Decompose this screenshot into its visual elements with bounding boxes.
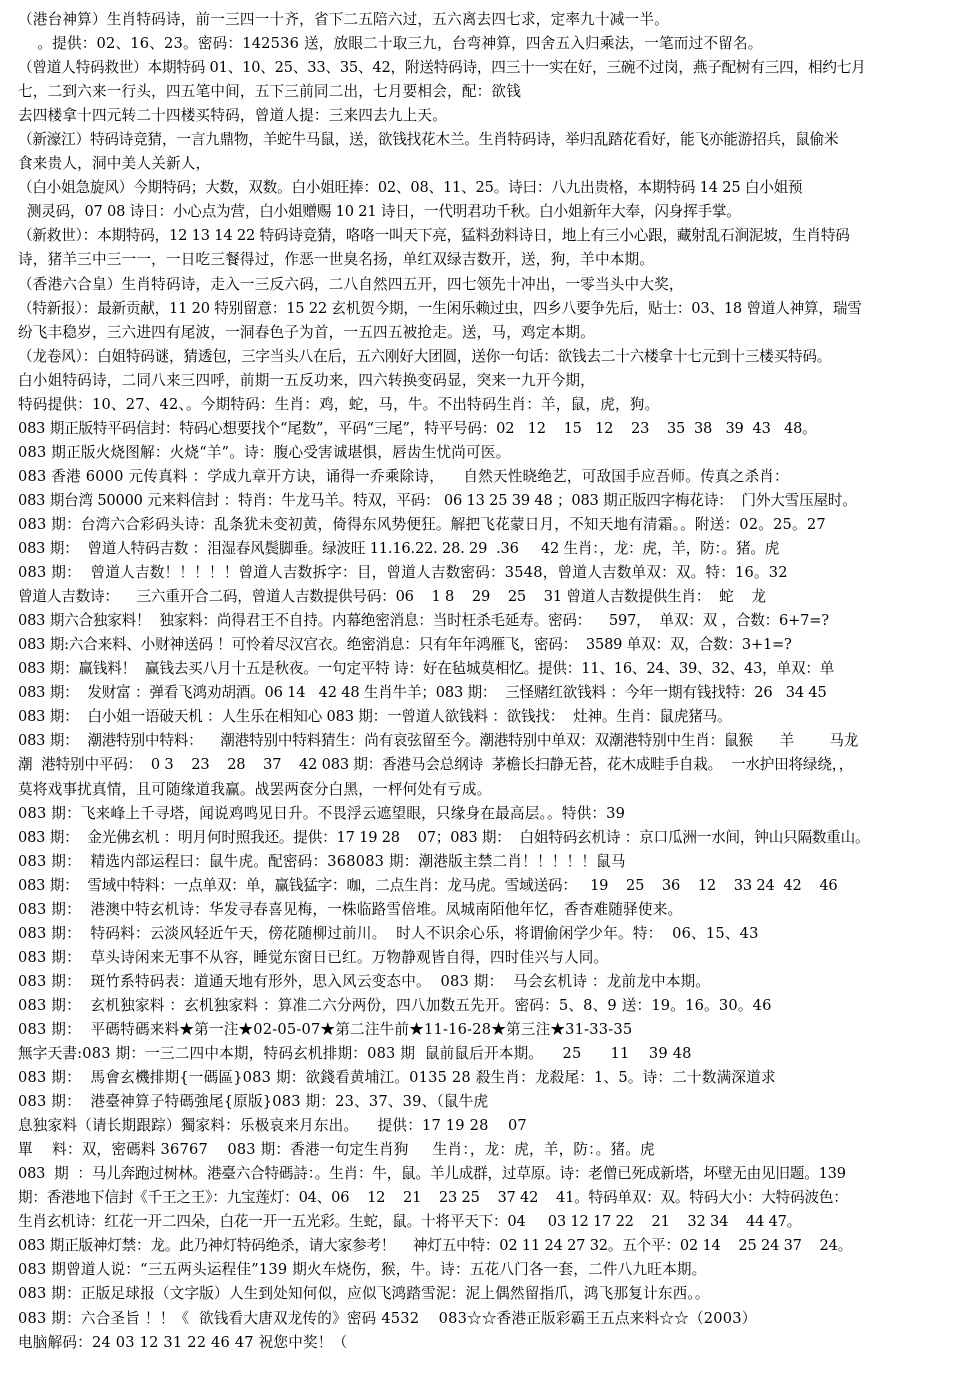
text-line: 無字天書:083 期：一三二四中本期，特码玄机排期：083 期 鼠前鼠后开本期。 25 11 39 48 (18, 1045, 692, 1063)
text-line: （曾道人特码救世）本期特码 01、10、25、33、35、42，附送特码诗，四三十一实在好，三碗不过岗，燕子配树有三四，相约七月 (18, 59, 866, 77)
text-line: 083 期： 发财富 ：弹看飞鸿劝胡酒。06 14 42 48 生肖牛羊；083 期： 三怪赌红欲钱料 ：今年一期有钱找特：26 34 45 (18, 684, 827, 702)
text-line: 083 期： 特码料：云淡风轻近午天，傍花随柳过前川。 时人不识余心乐，将谓偷闲学少年。特： 06、15、43 (18, 924, 759, 942)
text-line: 083 期正版神灯禁：龙。此乃神灯特码绝杀，请大家参考！ 神灯五中特：02 11 24 27 32。五个平：02 14 25 24 37 24。 (18, 1237, 853, 1255)
text-line: 纷飞丰稳岁，三六进四有尾波，一洞春色子为首，一五四五被抢走。送，马，鸡定本期。 (18, 323, 595, 341)
text-line: 083 期： 潮港特别中特料： 潮港特别中特料猜生：尚有哀弦留至今。潮港特别中单双：双潮港特别中生肖：鼠猴 羊 马龙 (18, 732, 859, 750)
text-line: 曾道人吉数诗： 三六重开合二码，曾道人吉数提供号码：06 1 8 29 25 31 曾道人吉数提供生肖： 蛇 龙 (18, 588, 766, 606)
text-line: 083 期： 白小姐一语破天机 ：人生乐在相知心 083 期：一曾道人欲钱料 ：欲钱找： 灶神。生肖：鼠虎猪马。 (18, 708, 732, 726)
text-line: 083 期：台湾六合彩码头诗：乱条犹未变初黄，倚得东风势便狂。解把飞花蒙日月，不知天地有清霜。。附送：02。25。27 (18, 515, 826, 533)
text-line: 083 期：正版足球报（文字版）人生到处知何似，应似飞鸿踏雪泥：泥上偶然留指爪，鸿飞那复计东西。。 (18, 1285, 710, 1303)
text-line: 083 期： 精选内部运程曰：鼠牛虎。配密码：368083 期：潮港版主禁二肖！！！！！鼠马 (18, 852, 626, 870)
text-line: 083 期曾道人说：“三五两头运程佳”139 期火车烧伤，猴，牛。诗：五花八门各一套，二件八九旺本期。 (18, 1261, 707, 1279)
lottery-tips-document (18, 8, 958, 1355)
text-line: 083 期： 斑竹系特码表：道通天地有形外，思入风云变态中。 083 期： 马会玄机诗 ：龙前龙中本期。 (18, 972, 711, 990)
text-line: 083 期： 港澳中特玄机诗：华发寻春喜见梅，一株临路雪倍堆。凤城南陌他年忆，香杳难随驿使来。 (18, 900, 683, 918)
text-line: 083 期:六合来料、小财神送码 ！可怜着尽汉宫衣。绝密消息：只有年年鸿雁飞，密码： 3589 单双：双，合数：3+1=? (18, 636, 792, 654)
text-line: （龙卷风）：白姐特码谜，猜透包，三字当头八在后，五六刚好大团圆，送你一句话：欲钱去二十六楼拿十七元到十三楼买特码。 (18, 347, 832, 365)
text-line: 潮 港特别中平码： 0 3 23 28 37 42 083 期：香港马会总纲诗 茅檐长扫静无苔，花木成畦手自栽。 一水护田将绿绕，， (18, 756, 854, 774)
text-line: 083 期：飞来峰上千寻塔，闻说鸡鸣见日升。不畏浮云遮望眼，只缘身在最高层。。特供：39 (18, 804, 626, 822)
text-line: 083 期六合独家料！ 独家料：尚得君王不自持。内幕绝密消息：当时枉杀毛延寿。密码： 597， 单双：双 ，合数：6+7=? (18, 612, 829, 630)
text-line: 083 期：六合圣旨 ！！《 欲钱看大唐双龙传的》密码 4532 083☆☆香港正版彩霸王五点来料☆☆（2003） (18, 1309, 757, 1327)
text-line: 083 期： 玄机独家料 ：玄机独家料 ：算准二六分两份，四八加数五先开。密码：5、8、9 送：19。16。30。46 (18, 996, 772, 1014)
text-line: 电脑解码：24 03 12 31 22 46 47 祝您中奖！（ (18, 1333, 348, 1351)
text-line: 083 期： 雪域中特料：一点单双：单，赢钱猛字：咖，二点生肖：龙马虎。雪域送码： 19 25 36 12 33 24 42 46 (18, 876, 838, 894)
text-line: 083 期正版特平码信封：特码心想要找个“尾数”，平码“三尾”，特平号码：02 12 15 12 23 35 38 39 43 48。 (18, 419, 817, 437)
text-line: 083 期： 馬會玄機排期{一碼區}083 期：欲錢看黄埔江。0135 28 殺生肖：龙殺尾：1、5。诗：二十数满深道求 (18, 1069, 776, 1087)
text-line: 特码提供：10、27、42、。今期特码：生肖：鸡，蛇，马，牛。不出特码生肖：羊，鼠，虎，狗。 (18, 395, 660, 413)
text-line: 生肖玄机诗：红花一开二四朵，白花一开一五光彩。生蛇，鼠。十将平天下：04 03 12 17 22 21 32 34 44 47。 (18, 1213, 802, 1231)
text-line: 。提供：02、16、23。密码：142536 送，放眼二十取三九，台弯神算，四舍五入归乘法，一笔而过不留名。 (18, 35, 763, 53)
text-line: （特新报）：最新贡献，11 20 特别留意：15 22 玄机贺今期，一生闲乐赖过虫，四乡八要争先后，贴士：03、18 曾道人神算，瑞雪 (18, 299, 862, 317)
text-line: 083 期正版火烧图解：火烧“羊”。诗：腹心受害诚堪惧，唇齿生忧尚可医。 (18, 443, 511, 461)
text-line: （白小姐急旋风）今期特码；大数，双数。白小姐旺捧：02、08、11、25。诗曰：八九出贵格，本期特码 14 25 白小姐预 (18, 179, 803, 197)
text-line: （港台神算）生肖特码诗，前一三四一十齐，省下二五陪六过，五六离去四七求，定率九十减一半。 (18, 11, 669, 28)
text-line: 083 期：赢钱料！ 赢钱去买八月十五是秋夜。一句定平特 诗：好在毡城莫相忆。提供：11、16、24、39、32、43，单双：单 (18, 660, 835, 678)
text-line: 083 期台湾 50000 元来料信封 ：特肖：牛龙马羊。特双，平码： 06 13 25 39 48 ；083 期正版四字梅花诗： 门外大雪压屋时。 (18, 491, 857, 509)
text-line: 083 香港 6000 元传真料 ：学成九章开方诀，诵得一乔乘除诗， 自然天性晓绝艺，可敌国手应吾师。传真之杀肖： (18, 467, 789, 485)
text-line: 單 料：双，密碼料 36767 083 期：香港一句定生肖狗 生肖：，龙：虎，羊，防：。猪。虎 (18, 1141, 655, 1159)
text-line: 莫将戏事扰真情，且可随缘道我赢。战罢两奁分白黑，一枰何处有亏成。 (18, 780, 492, 798)
text-line: 去四楼拿十四元转二十四楼买特码，曾道人提：三来四去九上天。 (18, 107, 448, 125)
text-line: 息独家料（请长期跟踪）獨家料：乐极哀来月东出。 提供：17 19 28 07 (18, 1117, 527, 1135)
text-line: 083 期： 金光佛玄机 ：明月何时照我还。提供：17 19 28 07；083 期： 白姐特码玄机诗 ：京口瓜洲一水间，钟山只隔数重山。 (18, 828, 870, 846)
text-line: （新濠江）特码诗竞猜，一言九鼎物，羊蛇牛马鼠，送，欲钱找花木兰。生肖特码诗，举归乱踏花看好，能飞亦能游招兵，鼠偷米 (18, 131, 839, 149)
text-line: 083 期 ：马儿奔跑过树林。港臺六合特碼詩：。生肖：牛，鼠。羊儿成群，过草原。诗：老僧已死成新塔，坏壁无由见旧题。139 (18, 1165, 846, 1183)
text-line: 测灵码，07 08 诗日：小心点为营，白小姐赠赐 10 21 诗日，一代明君功千秋。白小姐新年大奉，闪身挥手掌。 (18, 203, 741, 221)
text-line: 期：香港地下信封《千王之王》：九宝莲灯：04、06 12 21 23 25 37 42 41。特码单双：双。特码大小：大特码波色： (18, 1189, 848, 1207)
text-line: 诗，猪羊三中三一一，一日吃三餐得过，作恶一世臭名扬，单红双绿吉数开，送，狗，羊中本期。 (18, 251, 655, 269)
text-line: 083 期： 草头诗闲来无事不从容，睡觉东窗日已红。万物静观皆自得，四时佳兴与人同。 (18, 948, 609, 966)
text-line: 083 期： 平碼特碼来料★第一注★02-05-07★第二注牛前★11-16-28★第三注★31-33-35 (18, 1020, 633, 1038)
text-line: 白小姐特码诗，二同八来三四呼，前期一五反功来，四六转换变码显，突来一九开今期， (18, 371, 595, 389)
text-line: （香港六合皇）生肖特码诗，走入一三反六码，二八自然四五开，四七领先十冲出，一零当头中大奖， (18, 275, 684, 293)
text-line: （新救世）：本期特码，12 13 14 22 特码诗竞猜，咯咯一叫天下亮，猛料劲料诗日，地上有三小心跟，藏射乱石涧泥坡，生肖特码 (18, 227, 850, 245)
text-line: 083 期： 港臺神算子特碼強尾{原版}083 期：23、37、39、（鼠牛虎 (18, 1093, 489, 1111)
text-line: 083 期： 曾道人吉数！！！！！曾道人吉数拆字：目，曾道人吉数密码：3548，曾道人吉数单双：双。特：16。32 (18, 564, 788, 582)
text-line: 七，二到六来一行头，四五笔中间，五下三前同二出，七月要相会，配：欲钱 (18, 83, 521, 101)
text-line: 083 期： 曾道人特码吉数 ：泪湿春风鬓脚垂。绿波旺 11.16.22. 28. 29 .36 42 生肖：，龙：虎，羊，防：。猪。虎 (18, 540, 780, 558)
text-line: 食来贵人，洞中美人关新人， (18, 155, 211, 173)
